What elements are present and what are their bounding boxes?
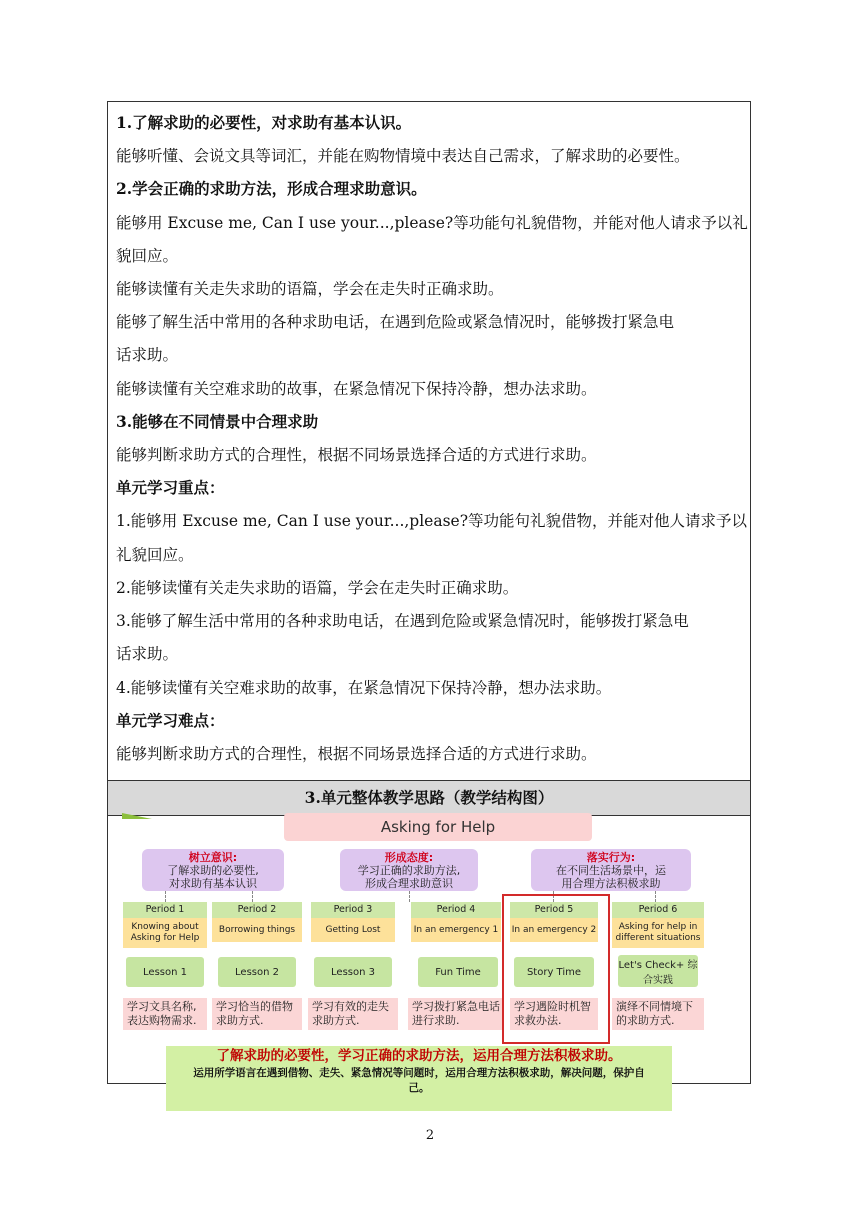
summary-box — [166, 1046, 672, 1111]
period-6-topic: Asking for help in different situations — [612, 918, 704, 948]
category-attitude-line-1: 学习正确的求助方法, — [357, 864, 461, 877]
period-4-lesson: Fun Time — [418, 957, 498, 987]
connector-line — [165, 891, 166, 902]
category-action-title: 落实行为: — [586, 851, 636, 864]
objective-2-text-3b: 话求助。 — [116, 346, 179, 364]
connector-line — [655, 891, 656, 902]
period-2-topic: Borrowing things — [212, 918, 302, 942]
period-3-label: Period 3 — [311, 902, 395, 918]
period-5-desc: 学习遇险时机智求救办法. — [510, 998, 598, 1030]
objective-2-text-2: 能够读懂有关走失求助的语篇，学会在走失时正确求助。 — [116, 280, 504, 298]
category-awareness — [142, 849, 284, 891]
summary-title: 了解求助的必要性，学习正确的求助方法，运用合理方法积极求助。 — [216, 1048, 622, 1064]
key-point-3a: 3.能够了解生活中常用的各种求助电话，在遇到危险或紧急情况时，能够拨打紧急电 — [116, 612, 689, 630]
page-number: 2 — [425, 1128, 435, 1143]
section-header: 3.单元整体教学思路（教学结构图） — [108, 780, 750, 816]
period-1-lesson: Lesson 1 — [126, 957, 204, 987]
period-1-topic: Knowing about Asking for Help — [123, 918, 207, 948]
objective-2-text-1a: 能够用 Excuse me, Can I use your...,please?等功能句礼貌借物，并能对他人请求予以礼 — [116, 214, 748, 232]
objective-1-text: 能够听懂、会说文具等词汇，并能在购物情境中表达自己需求，了解求助的必要性。 — [116, 147, 690, 165]
objective-2-text-3a: 能够了解生活中常用的各种求助电话，在遇到危险或紧急情况时，能够拨打紧急电 — [116, 313, 675, 331]
category-action — [531, 849, 691, 891]
connector-line — [409, 891, 410, 902]
period-4-label: Period 4 — [411, 902, 501, 918]
period-5-lesson: Story Time — [514, 957, 594, 987]
leaf-decoration — [122, 813, 152, 819]
objective-2-text-1b: 貌回应。 — [116, 247, 179, 265]
category-action-line-1: 在不同生活场景中，运 — [556, 864, 666, 877]
key-point-1b: 礼貌回应。 — [116, 546, 194, 564]
period-3-lesson: Lesson 3 — [314, 957, 392, 987]
period-3-topic: Getting Lost — [311, 918, 395, 942]
period-6-lesson: Let's Check+ 综合实践 — [618, 955, 698, 987]
period-4-topic: In an emergency 1 — [411, 918, 501, 942]
category-action-line-2: 用合理方法积极求助 — [561, 877, 661, 890]
objective-2-title: 2.学会正确的求助方法，形成合理求助意识。 — [116, 179, 427, 198]
summary-text: 运用所学语言在遇到借物、走失、紧急情况等问题时，运用合理方法积极求助，解决问题，保护自己。 — [193, 1067, 645, 1094]
difficulties-title: 单元学习难点： — [116, 711, 225, 730]
period-6-label: Period 6 — [612, 902, 704, 918]
period-2-desc: 学习恰当的借物求助方式. — [212, 998, 302, 1030]
objective-2-text-4: 能够读懂有关空难求助的故事，在紧急情况下保持冷静，想办法求助。 — [116, 380, 597, 398]
category-attitude — [340, 849, 478, 891]
category-attitude-title: 形成态度: — [384, 851, 434, 864]
objective-1-title: 1.了解求助的必要性，对求助有基本认识。 — [116, 113, 412, 132]
objective-3-title: 3.能够在不同情景中合理求助 — [116, 412, 319, 431]
difficulties-text: 能够判断求助方式的合理性，根据不同场景选择合适的方式进行求助。 — [116, 745, 597, 763]
category-awareness-line-1: 了解求助的必要性, — [167, 864, 259, 877]
key-point-1a: 1.能够用 Excuse me, Can I use your...,please?等功能句礼貌借物，并能对他人请求予以 — [116, 512, 748, 530]
period-1-label: Period 1 — [123, 902, 207, 918]
period-5-topic: In an emergency 2 — [510, 918, 598, 942]
period-6-desc: 演绎不同情境下的求助方式. — [612, 998, 704, 1030]
category-attitude-line-2: 形成合理求助意识 — [365, 877, 453, 890]
category-awareness-line-2: 对求助有基本认识 — [169, 877, 257, 890]
key-points-title: 单元学习重点： — [116, 478, 225, 497]
key-point-2: 2.能够读懂有关走失求助的语篇，学会在走失时正确求助。 — [116, 579, 519, 597]
period-4-desc: 学习拨打紧急电话进行求助. — [408, 998, 504, 1030]
period-5-label: Period 5 — [510, 902, 598, 918]
category-awareness-title: 树立意识: — [188, 851, 238, 864]
period-2-lesson: Lesson 2 — [218, 957, 296, 987]
period-3-desc: 学习有效的走失求助方式. — [308, 998, 398, 1030]
diagram-title: Asking for Help — [284, 813, 592, 841]
period-1-desc: 学习文具名称,表达购物需求. — [123, 998, 207, 1030]
key-point-4: 4.能够读懂有关空难求助的故事，在紧急情况下保持冷静，想办法求助。 — [116, 679, 612, 697]
period-2-label: Period 2 — [212, 902, 302, 918]
connector-line — [252, 891, 253, 902]
key-point-3b: 话求助。 — [116, 645, 179, 663]
period-5-highlight-frame — [502, 894, 610, 1044]
objective-3-text: 能够判断求助方式的合理性，根据不同场景选择合适的方式进行求助。 — [116, 446, 597, 464]
